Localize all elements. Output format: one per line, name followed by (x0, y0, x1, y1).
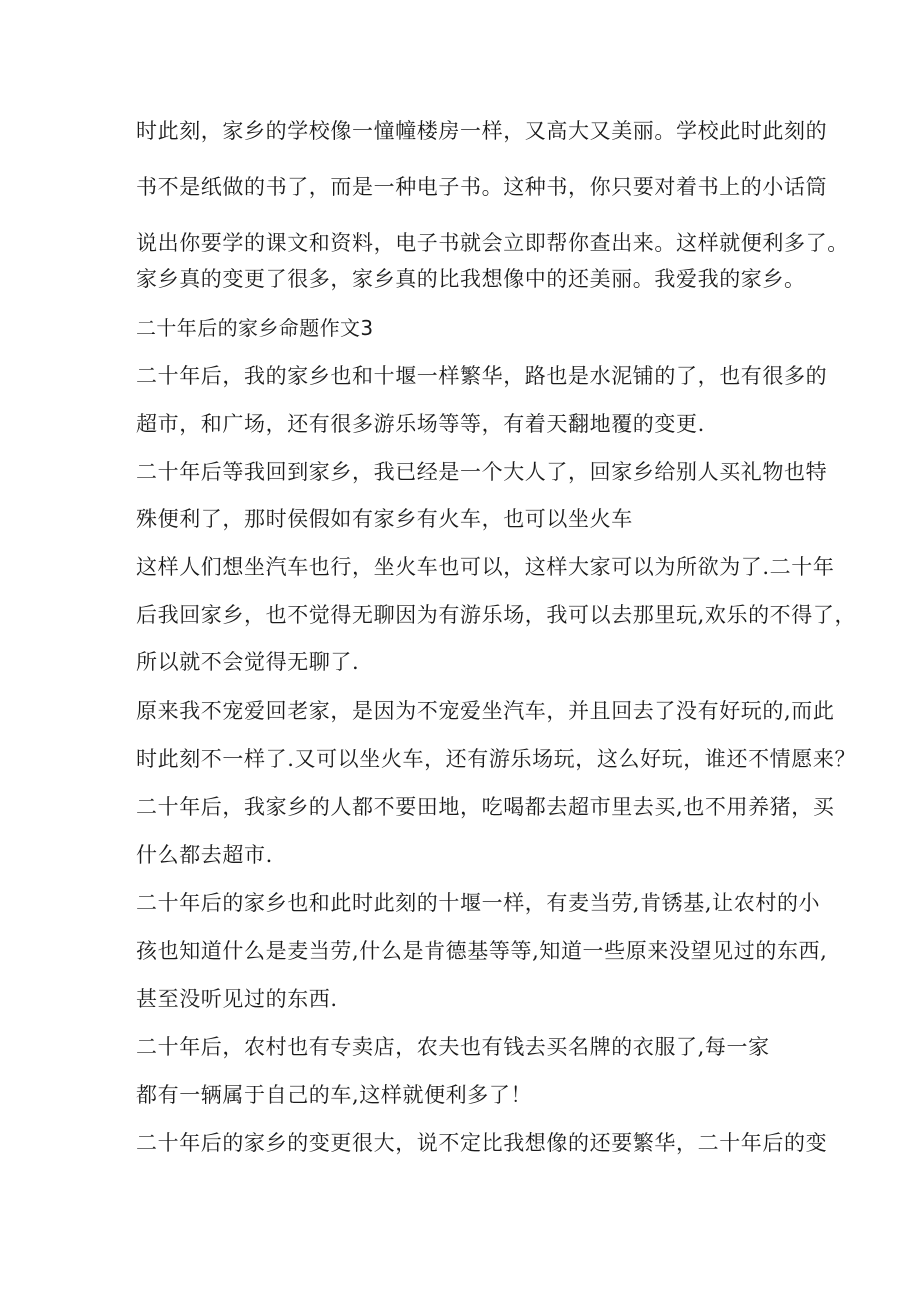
text-line: 孩也知道什么是麦当劳,什么是肯德基等等,知道一些原来没望见过的东西, (136, 939, 828, 963)
text-line: 二十年后，我的家乡也和十堰一样繁华，路也是水泥铺的了，也有很多的 (136, 364, 828, 388)
text-line: 这样人们想坐汽车也行，坐火车也可以，这样大家可以为所欲为了.二十年 (136, 555, 835, 579)
text-line: 二十年后等我回到家乡，我已经是一个大人了，回家乡给别人买礼物也特 (136, 460, 828, 484)
text-line: 后我回家乡，也不觉得无聊因为有游乐场，我可以去那里玩,欢乐的不得了， (136, 603, 857, 627)
text-line: 所以就不会觉得无聊了. (136, 650, 360, 674)
text-line: 二十年后的家乡也和此时此刻的十堰一样，有麦当劳,肯锈基,让农村的小 (136, 891, 821, 915)
text-line: 时此刻，家乡的学校像一憧幢楼房一样，又高大又美丽。学校此时此刻的 (136, 119, 828, 143)
text-line: 都有一辆属于自己的车,这样就便利多了！ (136, 1083, 533, 1107)
text-line: 书不是纸做的书了，而是一种电子书。这种书，你只要对着书上的小话筒 (136, 175, 828, 199)
text-line: 家乡真的变更了很多，家乡真的比我想像中的还美丽。我爱我的家乡。 (136, 267, 806, 291)
text-line: 说出你要学的课文和资料，电子书就会立即帮你查出来。这样就便利多了。 (136, 231, 849, 255)
text-line: 二十年后，我家乡的人都不要田地，吃喝都去超市里去买,也不用养猪，买 (136, 795, 835, 819)
text-line: 甚至没听见过的东西. (136, 987, 338, 1011)
text-line: 什么都去超市. (136, 843, 273, 867)
text-line: 殊便利了，那时侯假如有家乡有火车，也可以坐火车 (136, 507, 633, 531)
text-line: 二十年后的家乡的变更很大，说不定比我想像的还要繁华，二十年后的变 (136, 1131, 828, 1155)
text-line: 时此刻不一样了.又可以坐火车，还有游乐场玩，这么好玩，谁还不情愿来？ (136, 747, 857, 771)
text-line: 二十年后，农村也有专卖店，农夫也有钱去买名牌的衣服了,每一家 (136, 1035, 770, 1059)
text-line: 超市，和广场，还有很多游乐场等等，有着天翻地覆的变更. (136, 412, 705, 436)
text-line: 原来我不宠爱回老家，是因为不宠爱坐汽车，并且回去了没有好玩的,而此 (136, 699, 835, 723)
section-heading: 二十年后的家乡命题作文3 (136, 316, 374, 340)
